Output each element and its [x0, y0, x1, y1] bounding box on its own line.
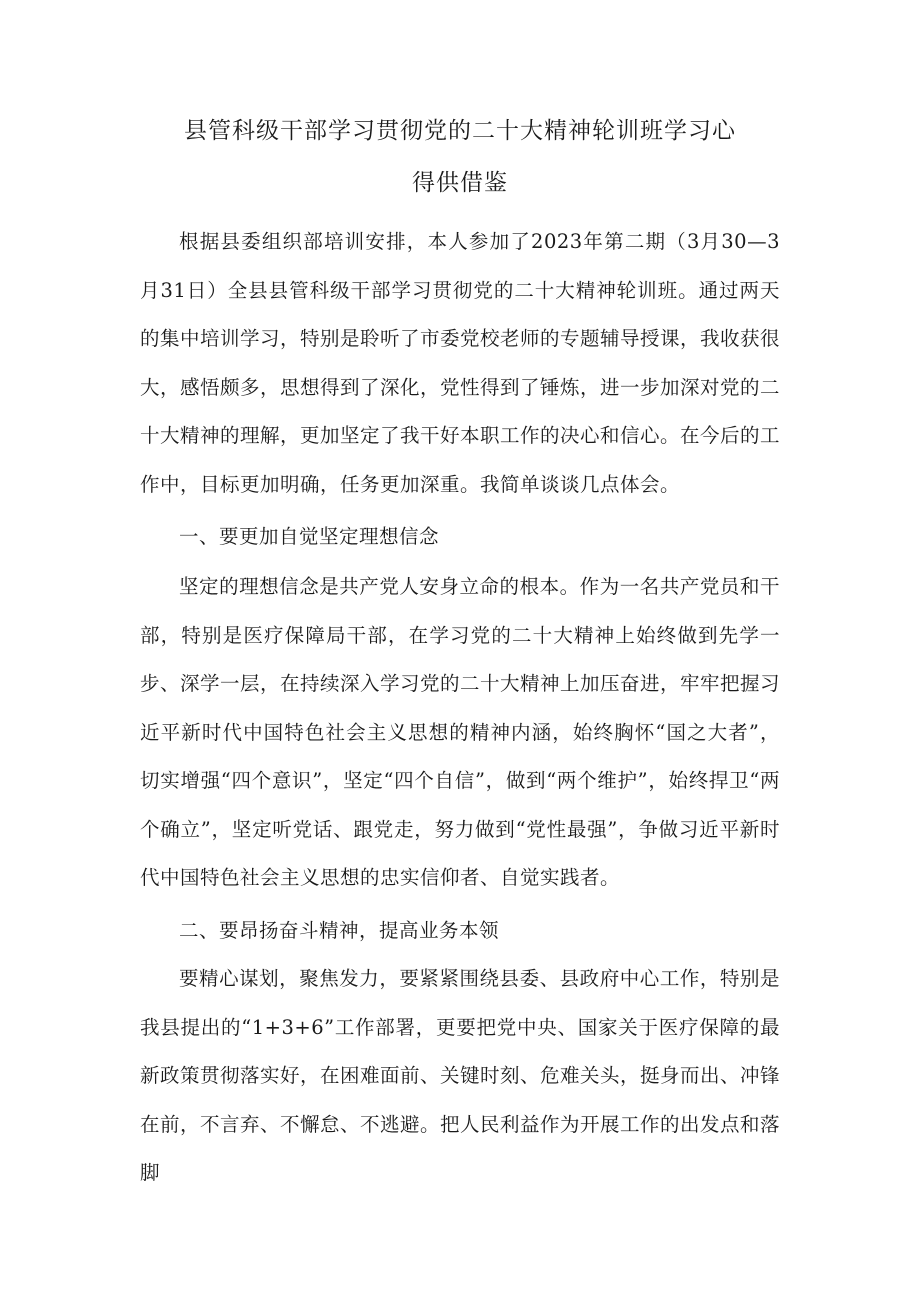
- section-heading-2: 二、要昂扬奋斗精神，提高业务本领: [179, 919, 500, 942]
- paragraph-intro: 根据县委组织部培训安排，本人参加了2023年第二期（3月30—3月31日）全县县管科级干部学习贯彻党的二十大精神轮训班。通过两天的集中培训学习，特别是聆听了市委党校老师的专题辅导授课，我收获很大，感悟颇多，思想得到了深化，党性得到了锤炼，进一步加深对党的二十大精神的理解，更加坚定了我干好本职工作的决心和信心。在今后的工作中，目标更加明确，任务更加深重。我简单谈谈几点体会。: [140, 230, 781, 496]
- section-heading-1: 一、要更加自觉坚定理想信念: [179, 525, 440, 548]
- paragraph-ideals: 坚定的理想信念是共产党人安身立命的根本。作为一名共产党员和干部，特别是医疗保障局干部，在学习党的二十大精神上始终做到先学一步、深学一层，在持续深入学习党的二十大精神上加压奋进，牢牢把握习近平新时代中国特色社会主义思想的精神内涵，始终胸怀“国之大者”，切实增强“四个意识”，坚定“四个自信”，做到“两个维护”，始终捍卫“两个确立”，坚定听党话、跟党走，努力做到“党性最强”，争做习近平新时代中国特色社会主义思想的忠实信仰者、自觉实践者。: [140, 575, 781, 889]
- document-title-line-2: 得供借鉴: [412, 170, 508, 196]
- document-title-line-1: 县管科级干部学习贯彻党的二十大精神轮训班学习心: [184, 118, 736, 144]
- paragraph-work: 要精心谋划，聚焦发力，要紧紧围绕县委、县政府中心工作，特别是我县提出的“1+3+6”工作部署，更要把党中央、国家关于医疗保障的最新政策贯彻落实好，在困难面前、关键时刻、危难关头，挺身而出、冲锋在前，不言弃、不懈怠、不逃避。把人民利益作为开展工作的出发点和落脚: [140, 967, 781, 1184]
